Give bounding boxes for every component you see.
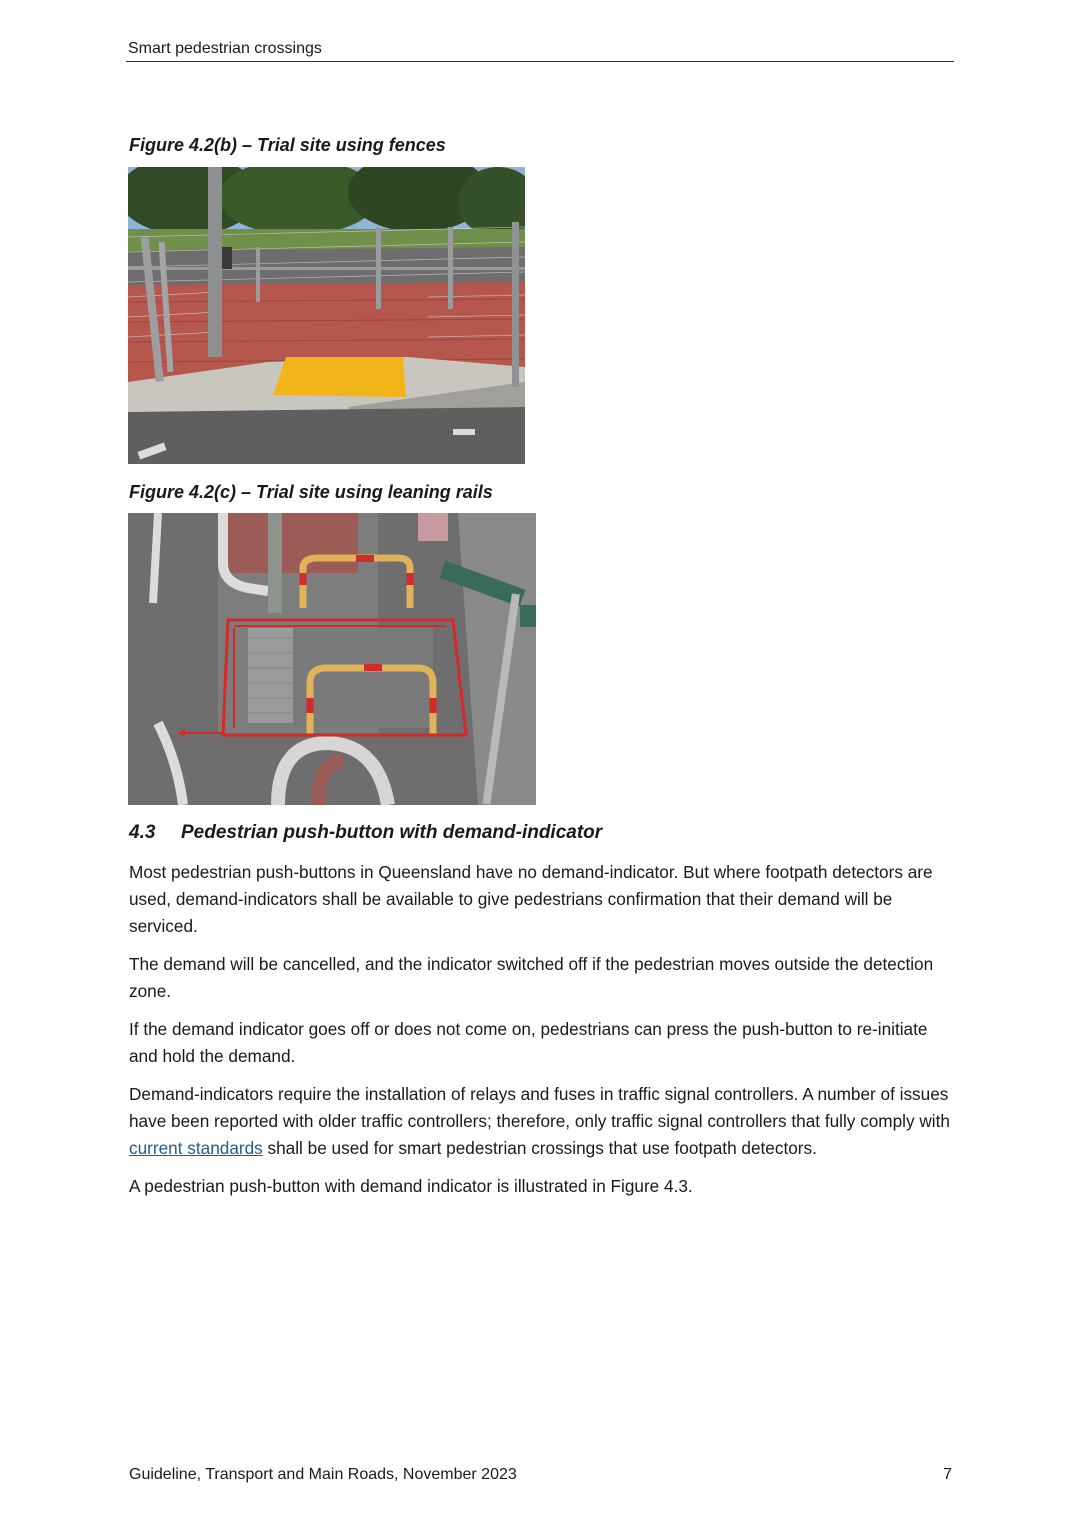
page-number: 7 bbox=[943, 1466, 952, 1483]
paragraph-text: shall be used for smart pedestrian crossings that use footpath detectors. bbox=[262, 1138, 817, 1158]
paragraph-text: Demand-indicators require the installation of relays and fuses in traffic signal controllers. A number of issues have been reported with older traffic controllers; therefore, only traffic signal controllers that fully comply with bbox=[129, 1084, 950, 1131]
photo-trial-site-fences bbox=[128, 167, 525, 464]
paragraph: The demand will be cancelled, and the indicator switched off if the pedestrian moves outside the detection zone. bbox=[129, 954, 934, 1001]
section-number: 4.3 bbox=[129, 822, 156, 843]
paragraph: If the demand indicator goes off or does not come on, pedestrians can press the push-button to re-initiate and hold the demand. bbox=[129, 1019, 928, 1066]
running-header: Smart pedestrian crossings bbox=[128, 40, 322, 57]
photo-trial-site-leaning-rails bbox=[128, 513, 536, 805]
figure-caption-4-2b: Figure 4.2(b) – Trial site using fences bbox=[129, 135, 446, 155]
section-body bbox=[129, 859, 955, 1211]
paragraph: A pedestrian push-button with demand indicator is illustrated in Figure 4.3. bbox=[129, 1176, 693, 1196]
paragraph: Most pedestrian push-buttons in Queensland have no demand-indicator. But where footpath detectors are used, demand-indicators shall be available to give pedestrians confirmation that their demand will be serviced. bbox=[129, 862, 933, 936]
footer-text: Guideline, Transport and Main Roads, November 2023 bbox=[129, 1466, 517, 1483]
section-title: Pedestrian push-button with demand-indicator bbox=[181, 822, 603, 843]
figure-caption-4-2c: Figure 4.2(c) – Trial site using leaning rails bbox=[129, 482, 493, 502]
section-heading-4-3 bbox=[129, 822, 602, 844]
current-standards-link[interactable]: current standards bbox=[129, 1138, 263, 1158]
header-divider bbox=[126, 61, 954, 62]
paragraph-with-link bbox=[129, 1081, 955, 1162]
